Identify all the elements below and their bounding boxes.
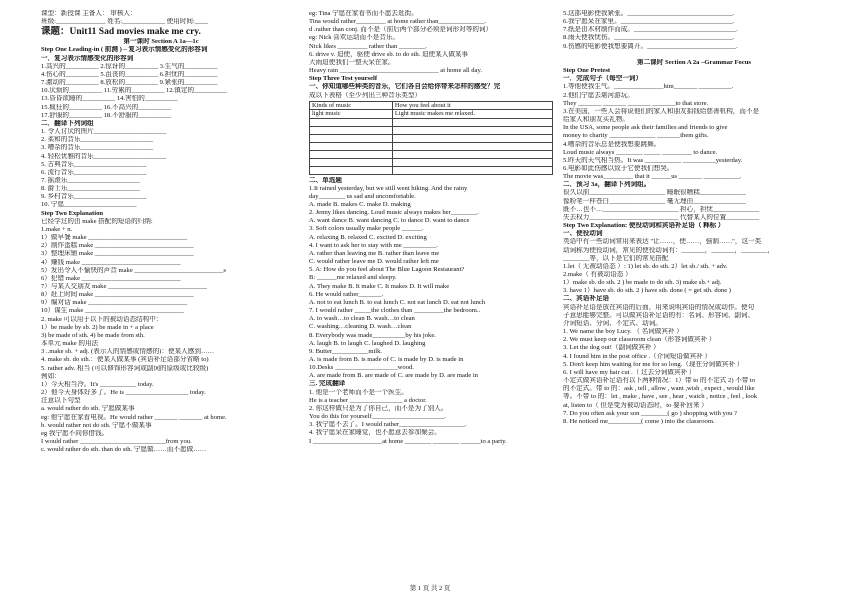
text-line: 等。不带 to 的：let , make , have , see , hear , watch , notice , feel , look xyxy=(563,393,758,401)
text-line: He is a teacher ________________ a doctor. xyxy=(309,396,427,404)
text-line: 1. 令人讨厌的图片______________________ xyxy=(41,128,167,136)
text-line: A. want dance B. want dancing C. to dance D. want to dance xyxy=(309,217,470,225)
table-cell: Light music makes me relaxed. xyxy=(392,110,552,118)
text-line: 例如： xyxy=(41,372,61,380)
text-line: 10.Desks ___________________wood. xyxy=(309,364,414,372)
text-line: eg 我宁愿不向你借钱。 xyxy=(41,429,109,437)
table-row xyxy=(310,118,553,126)
text-line: day________ us sad and uncomfortable. xyxy=(309,192,416,200)
table-cell xyxy=(392,158,552,166)
table-row xyxy=(310,166,553,174)
text-line: eg: Tina 宁愿在家看书而不愿去逛街。 xyxy=(309,10,418,17)
table-header-cell: Kinds of music xyxy=(310,101,393,109)
table-cell xyxy=(392,150,552,158)
table-cell: light music xyxy=(310,110,393,118)
text-line: d .rather than conj. 而不是（前后两个部分必须是词形对等的词） xyxy=(309,26,493,34)
table-cell xyxy=(392,166,552,174)
text-line: In the USA, some people ask their families and friends to give xyxy=(563,124,728,132)
text-line: 8. Everybody was made__________by his joke. xyxy=(309,331,436,339)
text-line: 2. 你这样做只是为了你自己，而不是为了别人。 xyxy=(309,404,448,412)
text-line: 班级:_______________ 姓名:_____________ 使用时间:____ xyxy=(41,18,209,26)
text-line: I would rather __________________________from you. xyxy=(41,437,192,445)
text-line: 6）犯错 make ______________________________ xyxy=(41,274,181,282)
text-line: 给家人和朋友买礼物。 xyxy=(563,116,629,124)
text-line: 的不定式。带 to 的：ask , tell , allow , want ,wish , expect , would like xyxy=(563,385,755,393)
table-cell xyxy=(310,126,393,134)
text-line: 9.伤感的电影使我想要离开。___________________________. xyxy=(563,42,738,50)
text-line: 很久以前_______________________ 睡眠很糟糕______________ xyxy=(563,189,746,197)
text-line: 4. I want to ask her to stay with me __________. xyxy=(309,241,438,249)
text-line: 二．预习 3a，翻译下列词组。 xyxy=(563,181,651,189)
text-line: 10.厌烦的__________ 11.劳累的__________ 12.镇定的__________ xyxy=(41,87,228,95)
text-line: eg: 他宁愿在家看电视。He would rather _______ _______ at home. xyxy=(41,413,227,421)
text-line: 2）制作蛋糕 make ______________________________ xyxy=(41,242,194,250)
text-line: 不定式做宾语补足语有以下两种情况：1）带 to 的不定式 2) 不带 to xyxy=(563,377,756,385)
text-line: 7. Do you often ask your son ________( go ) shopping with you ? xyxy=(563,409,737,417)
text-line: 15.疯狂的__________ 16.不高兴的__________ xyxy=(41,103,172,111)
text-line: 1. 他是一个老师而不是一个医生。 xyxy=(309,388,408,396)
text-line: 宾语补足语是放在宾语的后面，用来说明宾语的情况或动作。使句 xyxy=(563,303,755,311)
text-line: 6. He would rather_______. xyxy=(309,290,384,298)
text-line: 3. 我宁愿不去了。I would rather____________________. xyxy=(309,421,467,429)
text-line: Step One Pretest xyxy=(563,67,611,75)
table-cell xyxy=(392,118,552,126)
text-line: B: ______me relaxed and sleepy. xyxy=(309,274,397,282)
text-line: 6. I will have my hair cut .（ 过去分词做宾补 ） xyxy=(563,368,696,376)
table-row xyxy=(310,134,553,142)
text-line: 9）编对话 make ______________________________ xyxy=(41,299,188,307)
text-line: 5. Don't keep him waiting for me for so long.（现在分词做宾补 ） xyxy=(563,360,744,368)
text-line: 5. 古典音乐______________________ xyxy=(41,160,147,168)
table-cell xyxy=(310,134,393,142)
text-line: They _______ _______ _______ _______to that store. xyxy=(563,99,709,107)
text-line: 二、宾语补足语 xyxy=(563,295,610,303)
text-line: A. made B. makes C. make D. making xyxy=(309,201,411,208)
table-cell xyxy=(392,142,552,150)
text-line: 3. 嘈杂的音乐______________________ xyxy=(41,144,154,152)
text-line: 6. 流行音乐______________________ xyxy=(41,168,147,176)
text-line: 4. make sb. do sth.：使某人做某事 (宾语补足语部分省略 to) xyxy=(41,356,209,364)
text-line: 10）谋生 make ______________________________ xyxy=(41,307,184,315)
text-line: 4.嘈杂的音乐总是使我想要跳舞。 xyxy=(563,140,661,148)
text-line: 子意思能够完整。可以做宾语补足语的有：名词、形容词、副词、 xyxy=(563,311,755,319)
text-line: 9. 乡村音乐______________________ xyxy=(41,193,147,201)
column-right xyxy=(563,10,825,426)
table-cell xyxy=(392,134,552,142)
table-row xyxy=(310,150,553,158)
text-line: Step Two Explanation: 使役动词和宾语补足语（ 释标 ） xyxy=(563,222,725,230)
text-line: 本单元 make 的用法 xyxy=(41,340,99,348)
text-line: The movie was_________ that it ______us _______ ___________. xyxy=(563,173,742,181)
text-line: 4）赚钱 make ______________________________ xyxy=(41,258,181,266)
text-line: A. is made from B. is made of C. is made by D. is made in xyxy=(309,355,464,363)
page-footer: 第 1 页 共 2 页 xyxy=(409,585,451,592)
text-line: 1. We name the boy Lucy. （ 名词做宾补 ） xyxy=(563,328,683,336)
text-line: 3）整理床铺 make ______________________________ xyxy=(41,250,194,258)
text-line: A. to wash…to clean B. wash…to clean xyxy=(309,315,415,323)
text-line: 一、你知道哪些种类的音乐，它们各自会给你带来怎样的感受？完 xyxy=(309,83,501,91)
text-line: 8. 爵士乐______________________ xyxy=(41,185,140,193)
text-line: 17.舒服的__________ 18.不舒服的__________ xyxy=(41,111,172,119)
text-line: 7. I would rather _____the clothes than _________the bedroom.. xyxy=(309,307,481,315)
text-line: b. would rather not do sth. 宁愿不做某事 xyxy=(41,421,152,429)
text-line: 2. make 可以用于以下的被动语态结构中： xyxy=(41,315,163,323)
text-line: 5. A: How do you feel about The Blue Lagoon Restaurant? xyxy=(309,266,465,274)
text-line: 第一课时 Section A 1a—1c xyxy=(123,38,199,46)
text-line: 7.纸是由木材制作而成。_______________________________. xyxy=(563,26,738,34)
table-row xyxy=(310,126,553,134)
text-line: 1）make sb. do sth. 2 ) be made to do sth. 3) make sb.+ adj. xyxy=(563,279,722,287)
text-line: Tina would rather_________ at home rather than______________. xyxy=(309,18,487,26)
text-line: 第二课时 Section A 2a –Grammar Focus xyxy=(637,58,751,66)
text-line: Step Two Explanation xyxy=(41,209,104,217)
text-line: 已经学过的由 make 搭配的短语的归纳: xyxy=(41,217,153,225)
table-cell xyxy=(392,126,552,134)
text-line: 失去权力___________________________ 代替某人的位置__________ xyxy=(563,213,760,221)
text-line: 像粉笔一样苍白_________________ 毫无理由________________ xyxy=(563,197,746,205)
text-line: 6.电影如此伤感以致于它使我们想哭。 xyxy=(563,164,674,172)
text-line: C. washing…cleaning D. wash…clean xyxy=(309,323,412,331)
text-line: 课型：新授课 主备人： 审核人： xyxy=(41,10,137,17)
text-line: 5.昨天的天气相当热。It was ___________ __________yesterday. xyxy=(563,156,743,164)
music-feelings-table xyxy=(309,101,553,175)
column-middle xyxy=(309,10,555,446)
text-line: 8）赶上时间 make ______________________________ xyxy=(41,291,194,299)
text-line: Loud music always ________ _____ _________ to dance. xyxy=(563,148,718,156)
text-line: 3. Let the dog out!（副词做宾补 ） xyxy=(563,344,660,352)
text-line: eg: Nick 喜欢运动而不是音乐。 xyxy=(309,34,400,42)
text-line: 10. 宁愿______________________ xyxy=(41,201,137,209)
text-line: c. would rather do sth. than do sth. 宁愿做……而不愿做…… xyxy=(41,446,207,454)
text-line: A. relaxing B. relaxed C. excited D. exciting xyxy=(309,233,427,241)
text-line: 13.昏昏欲睡的__________ 14.害怕的__________ xyxy=(41,95,178,103)
text-line: 7. 摇滚乐______________________ xyxy=(41,176,140,184)
text-line: 1）做早餐 make ______________________________ xyxy=(41,234,188,242)
text-line: 一．完成句子（每空一词） xyxy=(563,75,643,83)
text-line: Step Three Test yourself xyxy=(309,75,378,83)
text-line xyxy=(563,51,825,59)
text-line: 2. We must keep our classroom clean（形容词做宾补 ） xyxy=(563,336,716,344)
text-line: 8. He noticed me__________( come ) into the classroom. xyxy=(563,417,715,425)
text-line: 3 ..make sb. + adj. (表示人的情感或情感的)：使某人感到…… xyxy=(41,348,215,356)
text-line: 二．翻译下列词组 xyxy=(41,119,94,127)
text-line: 1.make + n. xyxy=(41,225,73,233)
text-line: 2.make（ 有被动语态 ） xyxy=(563,271,632,278)
table-cell xyxy=(310,118,393,126)
text-line: 一、使役动词 xyxy=(563,230,603,238)
text-line: at, listen to（ 但是变为被动语态时，to 要补回来 ） xyxy=(563,401,708,409)
text-line: C. would rather leave me D. would rather left me xyxy=(309,258,439,266)
text-line: money to charity ______________ _______them gifts. xyxy=(563,132,709,140)
text-line: 一．复习表示情感变化的形容词 xyxy=(41,54,134,62)
text-line: You do this for yourself______________________. xyxy=(309,413,446,421)
text-line: A. They make B. It make C. It makes D. It will make xyxy=(309,282,450,290)
table-cell xyxy=(310,158,393,166)
text-line: 7.激动的__________ 8.放松的__________ 9.紧张的__________ xyxy=(41,79,218,87)
text-line: Step One Leading-in ( 前测 ) – 复习表示情感变化的形容词 xyxy=(41,46,208,54)
table-row xyxy=(310,158,553,166)
text-line: 6.我宁愿呆在家里。__________________________________. xyxy=(563,18,735,26)
text-line: A. are made from B. are made of C. are made by D. are made in xyxy=(309,372,478,380)
table-header-row xyxy=(310,101,553,109)
text-line: 成以下表格（至少列出三种音乐类型） xyxy=(309,91,422,99)
text-line: 1.It rained yesterday, but we still went hiking. And the rainy xyxy=(309,184,468,192)
text-line: A. rather than leaving me B. rather than leave me xyxy=(309,249,440,257)
text-line: a. would rather do sth. 宁愿做某事 xyxy=(41,405,135,413)
text-line: 既不…也不…_______________________ 担心，担忧______________ xyxy=(563,205,760,213)
text-line: 2. Jenny likes dancing. Loud music always makes her________. xyxy=(309,209,479,217)
text-line: 3) be made of sth. 4) be made from sth. xyxy=(41,331,145,339)
text-line: A. not to eat lunch B. to eat lunch C. not eat lunch D. eat not lunch xyxy=(309,298,486,306)
text-line: ________等，以下是它们的常见搭配 xyxy=(563,254,669,262)
text-line: 介词短语、分词、不定式、动词。 xyxy=(563,319,662,327)
column-left xyxy=(41,10,281,454)
table-header-cell: How you feel about it xyxy=(392,101,552,109)
text-line: Heavy rain ______________________________ at home all day. xyxy=(309,67,482,75)
text-line: 5.这部电影使我紧张。________________________________. xyxy=(563,10,735,17)
text-line: 英语中有一些动词常用来表达 "让……，使……，强制……"，这一类 xyxy=(563,238,762,246)
text-line: 1）be made by sb. 2) be made in + a place xyxy=(41,323,154,331)
text-line: 5）发出令人不愉快的声音 make ___________________________s xyxy=(41,266,226,274)
text-line: 大雨迫使我们一整天呆在家。 xyxy=(309,58,395,66)
table-row xyxy=(310,142,553,150)
text-line: 2. 柔和的音乐______________________ xyxy=(41,136,154,144)
text-line: 动词称为使役动词，常见的使役动词有：_______，_______，________， xyxy=(563,246,774,254)
text-line: 3. have 1）have sb. do sth. 2 ) have sth. done ( = get sth. done ) xyxy=(563,287,731,295)
text-line: 5. rather adv. 相当 (可以修饰形容词或副词的原级或比较级) xyxy=(41,364,209,372)
text-line: 1）今天相当冷。It's ___________ today. xyxy=(41,380,154,388)
text-line: 1.等他使我生气。_______________him_______ __________. xyxy=(563,83,734,91)
text-line: I _____________________at home ________ ________ ______to a party. xyxy=(309,437,507,445)
text-line: 三. 完成翻译 xyxy=(309,380,346,388)
text-line: Nick likes _________ rather than ________. xyxy=(309,42,427,50)
lesson-title: 课题：Unit11 Sad movies make me cry. xyxy=(41,27,201,38)
table-cell xyxy=(310,166,393,174)
text-line: 8.雨天使我忧伤。____________________________________. xyxy=(563,34,735,42)
text-line: 4. 轻松优雅的音乐______________________ xyxy=(41,152,167,160)
text-line: 2）他今天身体好多了。He is ___________________ today. xyxy=(41,389,206,397)
text-line: 9. Butter___________milk. xyxy=(309,347,383,355)
text-line: 2.他们宁愿去堪河游玩。 xyxy=(563,91,634,99)
text-line: 3. Soft colors usually make people ______. xyxy=(309,225,424,233)
text-line: 1.高兴的__________ 2.惊讶的__________ 3.生气的__________ xyxy=(41,62,218,70)
text-line: 1.let（ 无被动语态 ）: 1) let sb. do sth. 2）let sb./ sth. + adv. xyxy=(563,262,728,270)
text-line: 4. 我宁愿呆在家睡觉，也不愿意去参加聚会。 xyxy=(309,429,441,437)
text-line: 6. drive v. 迫使，驱使 drive sb. to do sth. 迫使某人做某事 xyxy=(309,50,469,58)
text-line: A. laugh B. to laugh C. laughed D. laughing xyxy=(309,339,426,347)
table-cell xyxy=(310,150,393,158)
table-row xyxy=(310,110,553,118)
text-line: 7）与某人交朋友 make ______________________________ xyxy=(41,283,207,290)
text-line: 4. I found him in the post office .（介词短语做宾补 ） xyxy=(563,352,712,360)
text-line: 二、单选题 xyxy=(309,176,342,184)
text-line: 注意以下句型 xyxy=(41,397,81,405)
text-line: 4.伤心的__________ 5.沮丧的__________ 6.担忧的__________ xyxy=(41,70,218,78)
text-line: 3.在美国，一些人会将说他们的家人和朋友捐钱给慈善机构，而不是 xyxy=(563,107,760,115)
table-cell xyxy=(310,142,393,150)
